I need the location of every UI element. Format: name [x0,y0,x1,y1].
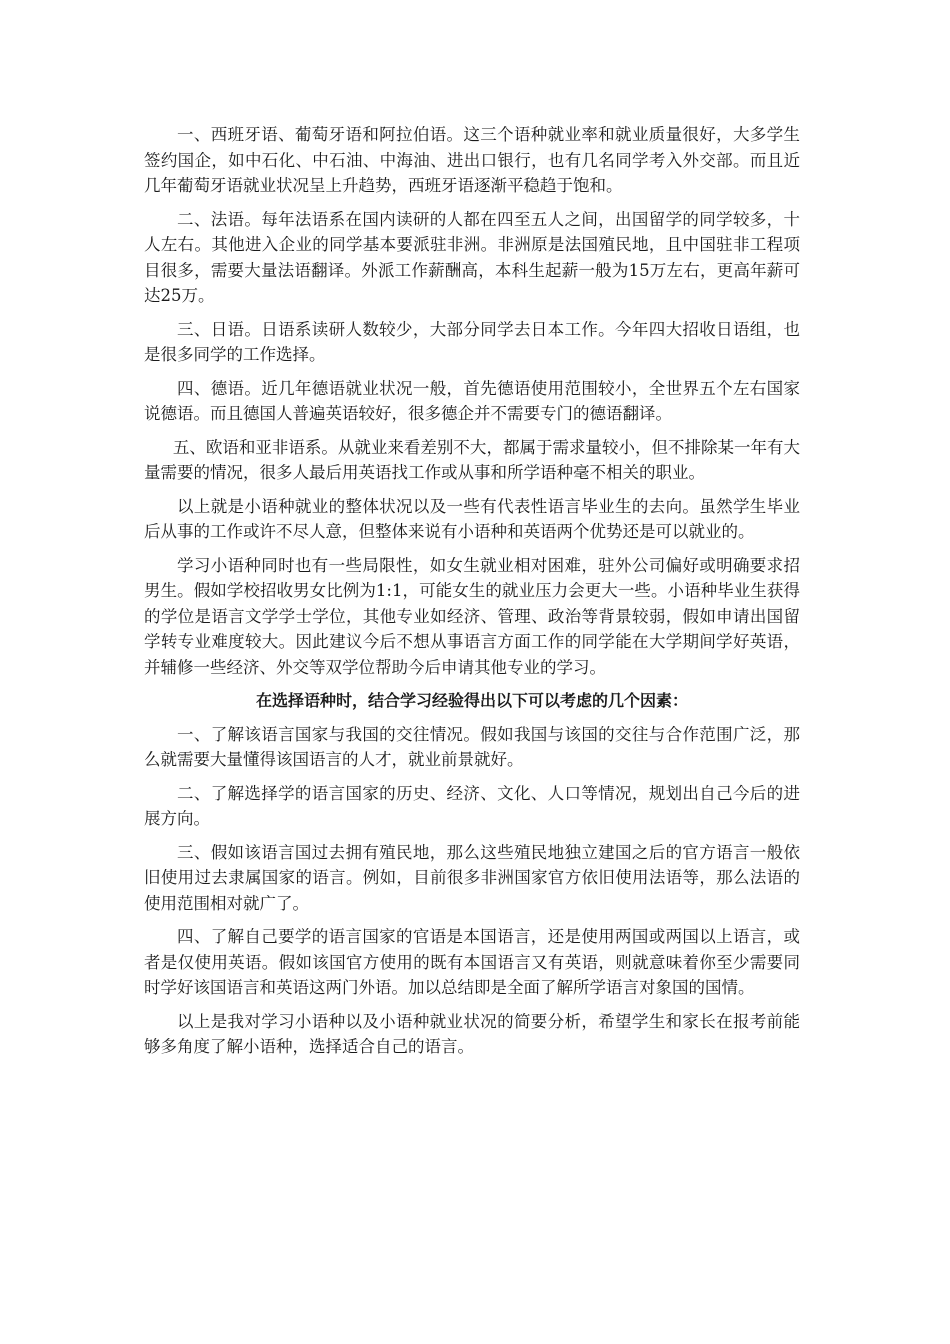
factor-paragraph-3: 三、假如该语言国过去拥有殖民地，那么这些殖民地独立建国之后的官方语言一般依旧使用过去隶属国家的语言。例如，目前很多非洲国家官方依旧使用法语等，那么法语的使用范围相对就广了。 [144,842,800,913]
factor-paragraph-4: 四、了解自己要学的语言国家的官语是本国语言，还是使用两国或两国以上语言，或者是仅使用英语。假如该国官方使用的既有本国语言又有英语，则就意味着你至少需要同时学好该国语言和英语这两门外语。加以总结即是全面了解所学语言对象国的国情。 [144,927,800,997]
paragraph-french: 二、法语。每年法语系在国内读研的人都在四至五人之间，出国留学的同学较多，十人左右。其他进入企业的同学基本要派驻非洲。非洲原是法国殖民地，且中国驻非工程项目很多，需要大量法语翻译。外派工作薪酬高，本科生起薪一般为15万左右，更高年薪可达25万。 [144,209,800,305]
paragraph-spanish-portuguese-arabic: 一、西班牙语、葡萄牙语和阿拉伯语。这三个语种就业率和就业质量很好，大多学生签约国企，如中石化、中石油、中海油、进出口银行，也有几名同学考入外交部。而且近几年葡萄牙语就业状况呈上升趋势，西班牙语逐渐平稳趋于饱和。 [144,125,800,195]
conclusion-paragraph: 以上是我对学习小语种以及小语种就业状况的简要分析，希望学生和家长在报考前能够多角度了解小语种，选择适合自己的语言。 [144,1011,800,1056]
paragraph-japanese: 三、日语。日语系读研人数较少，大部分同学去日本工作。今年四大招收日语组，也是很多同学的工作选择。 [144,319,800,364]
section-heading: 在选择语种时，结合学习经验得出以下可以考虑的几个因素： [255,691,688,710]
paragraph-european-asian-african: 五、欧语和亚非语系。从就业来看差别不大，都属于需求量较小，但不排除某一年有大量需要的情况，很多人最后用英语找工作或从事和所学语种毫不相关的职业。 [144,437,800,482]
paragraph-german: 四、德语。近几年德语就业状况一般，首先德语使用范围较小，全世界五个左右国家说德语。而且德国人普遍英语较好，很多德企并不需要专门的德语翻译。 [144,378,800,423]
paragraph-limitations: 学习小语种同时也有一些局限性，如女生就业相对困难，驻外公司偏好或明确要求招男生。假如学校招收男女比例为1:1，可能女生的就业压力会更大一些。小语种毕业生获得的学位是语言文学学士学位，其他专业如经济、管理、政治等背景较弱，假如申请出国留学转专业难度较大。因此建议今后不想从事语言方面工作的同学能在大学期间学好英语，并辅修一些经济、外交等双学位帮助今后申请其他专业的学习。 [144,555,800,677]
document-body [144,122,800,1068]
factor-paragraph-1: 一、了解该语言国家与我国的交往情况。假如我国与该国的交往与合作范围广泛，那么就需要大量懂得该国语言的人才，就业前景就好。 [144,724,800,769]
paragraph-summary: 以上就是小语种就业的整体状况以及一些有代表性语言毕业生的去向。虽然学生毕业后从事的工作或许不尽人意，但整体来说有小语种和英语两个优势还是可以就业的。 [144,496,800,541]
factor-paragraph-2: 二、了解选择学的语言国家的历史、经济、文化、人口等情况，规划出自己今后的进展方向。 [144,783,800,828]
